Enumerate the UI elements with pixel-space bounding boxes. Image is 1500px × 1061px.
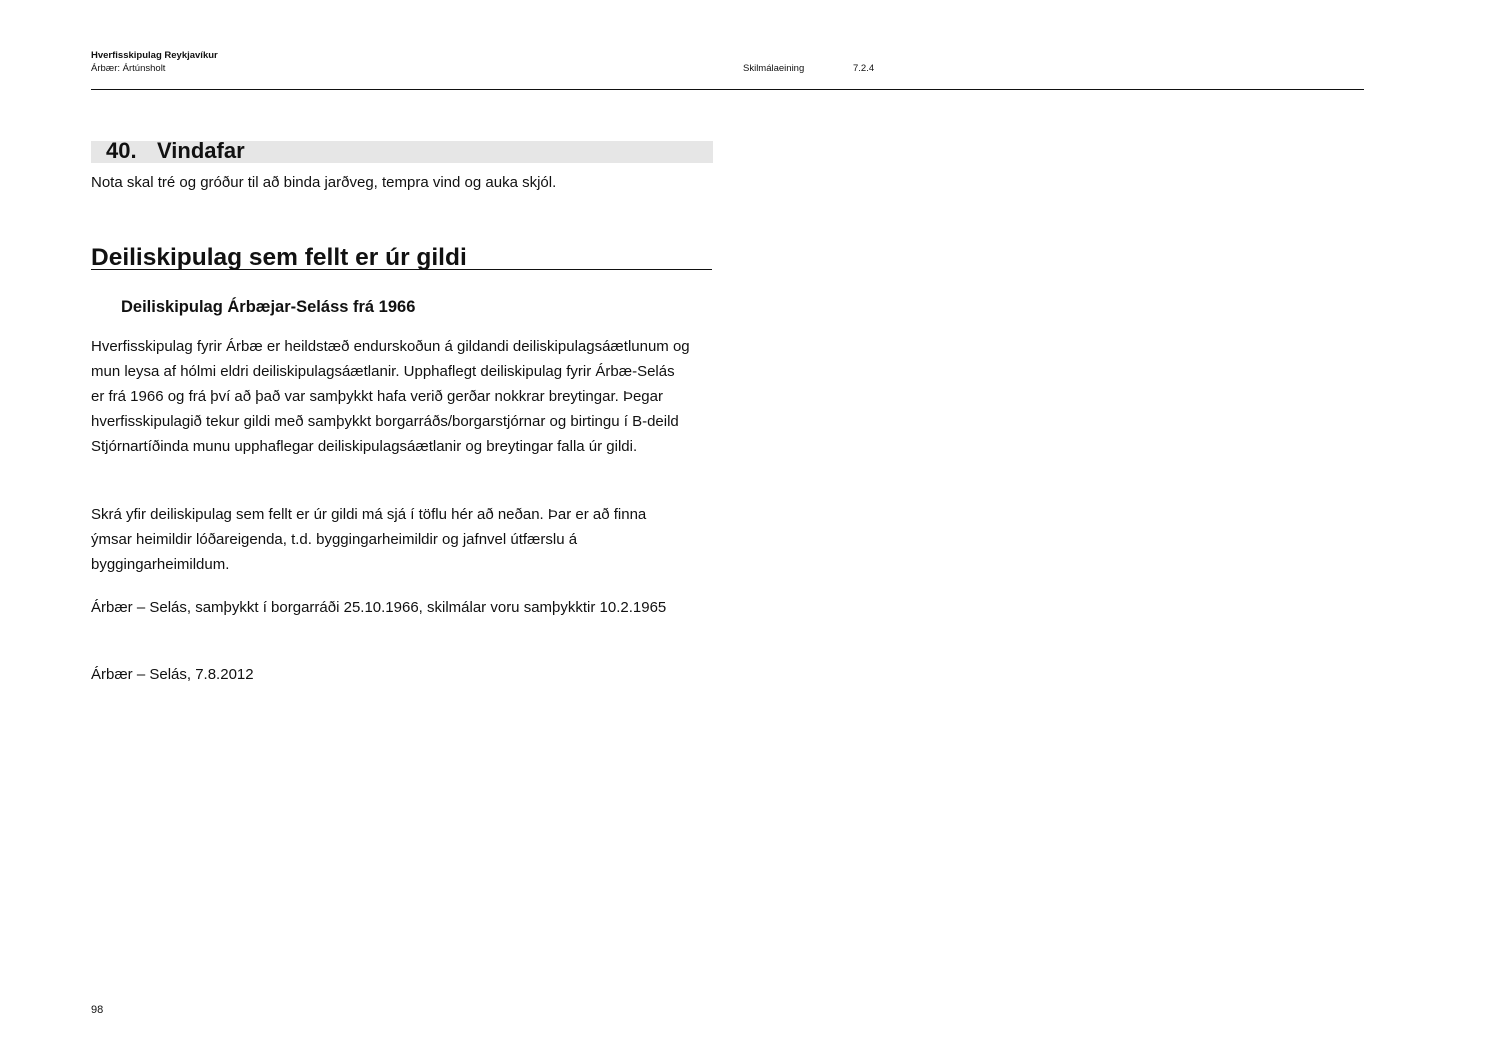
header-section-label: Skilmálaeining	[743, 63, 805, 74]
page-number: 98	[91, 1004, 104, 1016]
section-heading	[91, 138, 713, 163]
subheading: Deiliskipulag Árbæjar-Seláss frá 1966	[121, 298, 416, 316]
section-text: Nota skal tré og gróður til að binda jarðveg, tempra vind og auka skjól.	[91, 174, 557, 191]
body-paragraph: Árbær – Selás, 7.8.2012	[91, 666, 254, 683]
chapter-heading: Deiliskipulag sem fellt er úr gildi	[91, 243, 712, 270]
header-section-number: 7.2.4	[853, 63, 875, 74]
document-title: Hverfisskipulag Reykjavíkur	[91, 50, 218, 61]
document-subtitle: Árbær: Ártúnsholt	[91, 63, 166, 74]
body-paragraph: Hverfisskipulag fyrir Árbæ er heildstæð endurskoðun á gildandi deiliskipulagsáætlunum og mun leysa af hólmi eldri deiliskipulagsáætlanir. Upphaflegt deiliskipulag fyrir Árbæ-Selás er frá 1966 og frá því að það var samþykkt hafa verið gerðar nokkrar breytingar. Þegar hverfisskipulagið tekur gildi með samþykkt borgarráðs/borgarstjórnar og birtingu í B-deild Stjórnartíðinda munu upphaflegar deiliskipulagsáætlanir og breytingar falla úr gildi.	[91, 338, 690, 455]
body-paragraph: Skrá yfir deiliskipulag sem fellt er úr gildi má sjá í töflu hér að neðan. Þar er að finna ýmsar heimildir lóðareigenda, t.d. byggingarheimildir og jafnvel útfærslu á byggingarheimildum.	[91, 506, 647, 573]
header-divider	[91, 89, 1364, 90]
section-number: 40.	[106, 138, 137, 163]
section-title: Vindafar	[157, 138, 245, 163]
body-paragraph: Árbær – Selás, samþykkt í borgarráði 25.10.1966, skilmálar voru samþykktir 10.2.1965	[91, 599, 667, 616]
